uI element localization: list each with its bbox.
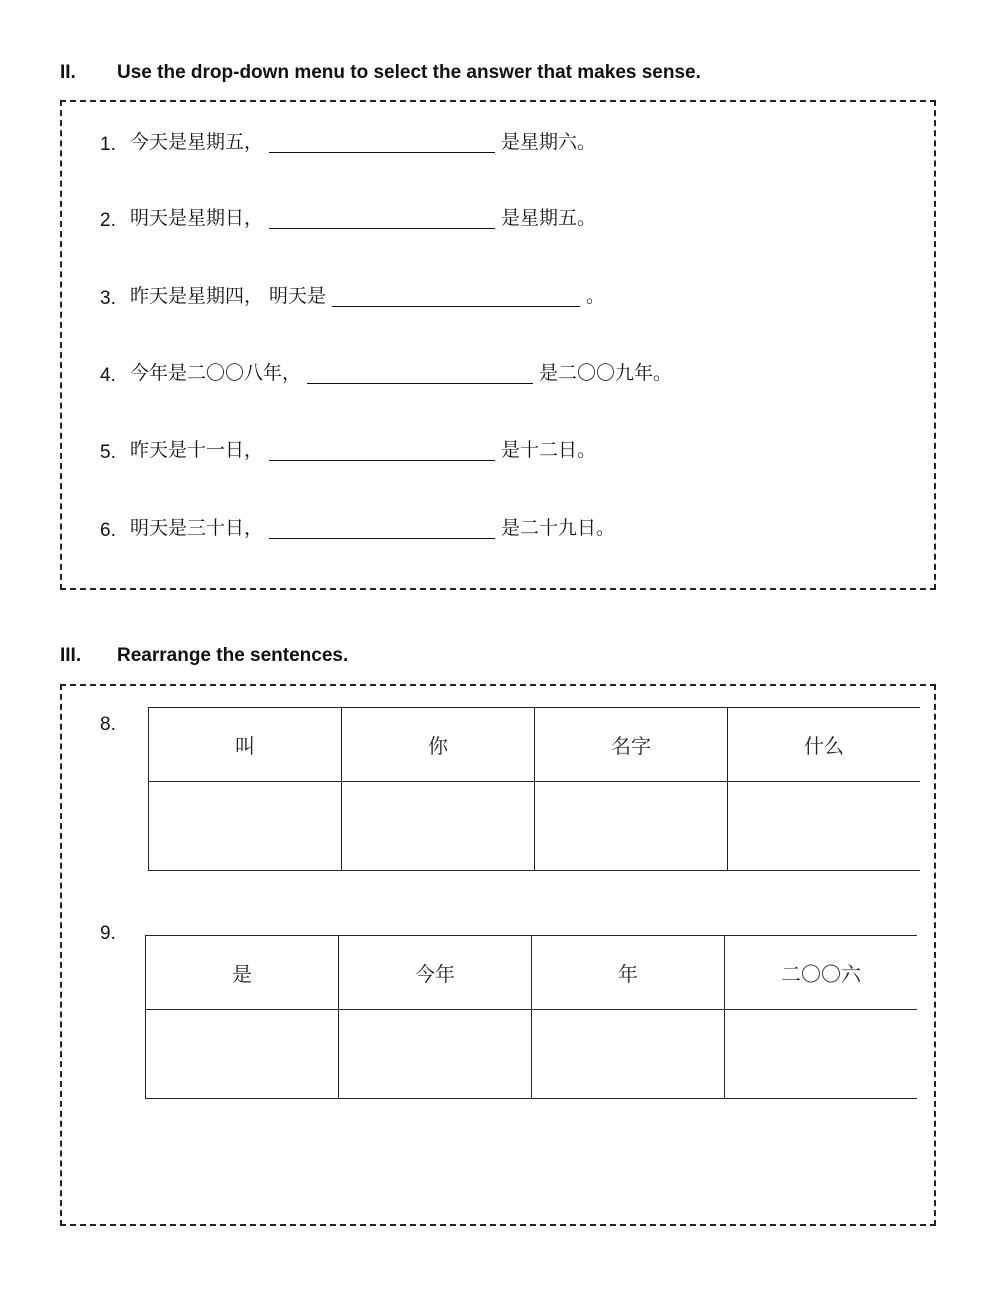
rearrange-table-8 — [148, 707, 920, 871]
rearrange-table-9 — [145, 935, 917, 1099]
word-cell[interactable]: 今年 — [339, 936, 532, 1010]
answer-dropdown-1[interactable] — [269, 130, 495, 153]
question-1 — [100, 128, 596, 156]
answer-drop-cell[interactable] — [535, 782, 728, 871]
question-number: 3. — [100, 288, 116, 309]
word-cell[interactable]: 叫 — [149, 708, 342, 782]
answer-dropdown-2[interactable] — [269, 206, 495, 229]
question-text-after: 是星期六。 — [501, 131, 597, 153]
question-text-before: 今天是星期五， — [130, 131, 264, 153]
answer-drop-cell[interactable] — [728, 782, 921, 871]
item-8-number: 8. — [100, 714, 116, 735]
question-text-after: 是二十九日。 — [501, 517, 616, 539]
question-text-after: 。 — [586, 285, 606, 307]
question-text-after: 是二〇〇九年。 — [539, 362, 673, 384]
word-cell[interactable]: 是 — [146, 936, 339, 1010]
word-cell[interactable]: 年 — [532, 936, 725, 1010]
question-text-after: 是星期五。 — [501, 207, 597, 229]
question-text-before: 昨天是星期四， 明天是 — [130, 285, 327, 307]
word-cell[interactable]: 二〇〇六 — [725, 936, 918, 1010]
question-5 — [100, 436, 596, 464]
question-text-before: 昨天是十一日， — [130, 439, 264, 461]
answer-drop-cell[interactable] — [532, 1010, 725, 1099]
answer-dropdown-5[interactable] — [269, 438, 495, 461]
section-3-number: III. — [60, 645, 82, 666]
section-3-title: Rearrange the sentences. — [117, 645, 349, 666]
question-2 — [100, 204, 596, 232]
section-2-heading — [60, 62, 701, 84]
question-number: 4. — [100, 365, 116, 386]
question-6 — [100, 514, 615, 542]
question-number: 5. — [100, 442, 116, 463]
word-cell[interactable]: 什么 — [728, 708, 921, 782]
section-3-heading — [60, 645, 348, 667]
answer-drop-cell[interactable] — [342, 782, 535, 871]
question-text-after: 是十二日。 — [501, 439, 597, 461]
question-number: 6. — [100, 520, 116, 541]
question-4 — [100, 359, 672, 387]
answer-drop-cell[interactable] — [725, 1010, 918, 1099]
answer-dropdown-6[interactable] — [269, 516, 495, 539]
question-number: 1. — [100, 134, 116, 155]
question-text-before: 明天是星期日， — [130, 207, 264, 229]
question-text-before: 明天是三十日， — [130, 517, 264, 539]
question-text-before: 今年是二〇〇八年， — [130, 362, 302, 384]
question-number: 2. — [100, 210, 116, 231]
word-cell[interactable]: 你 — [342, 708, 535, 782]
answer-drop-cell[interactable] — [149, 782, 342, 871]
word-cell[interactable]: 名字 — [535, 708, 728, 782]
answer-dropdown-4[interactable] — [307, 361, 533, 384]
section-2-number: II. — [60, 62, 76, 83]
answer-drop-cell[interactable] — [146, 1010, 339, 1099]
item-9-number: 9. — [100, 923, 116, 944]
answer-dropdown-3[interactable] — [332, 284, 580, 307]
section-2-title: Use the drop-down menu to select the answer that makes sense. — [117, 62, 701, 83]
answer-drop-cell[interactable] — [339, 1010, 532, 1099]
question-3 — [100, 282, 605, 310]
